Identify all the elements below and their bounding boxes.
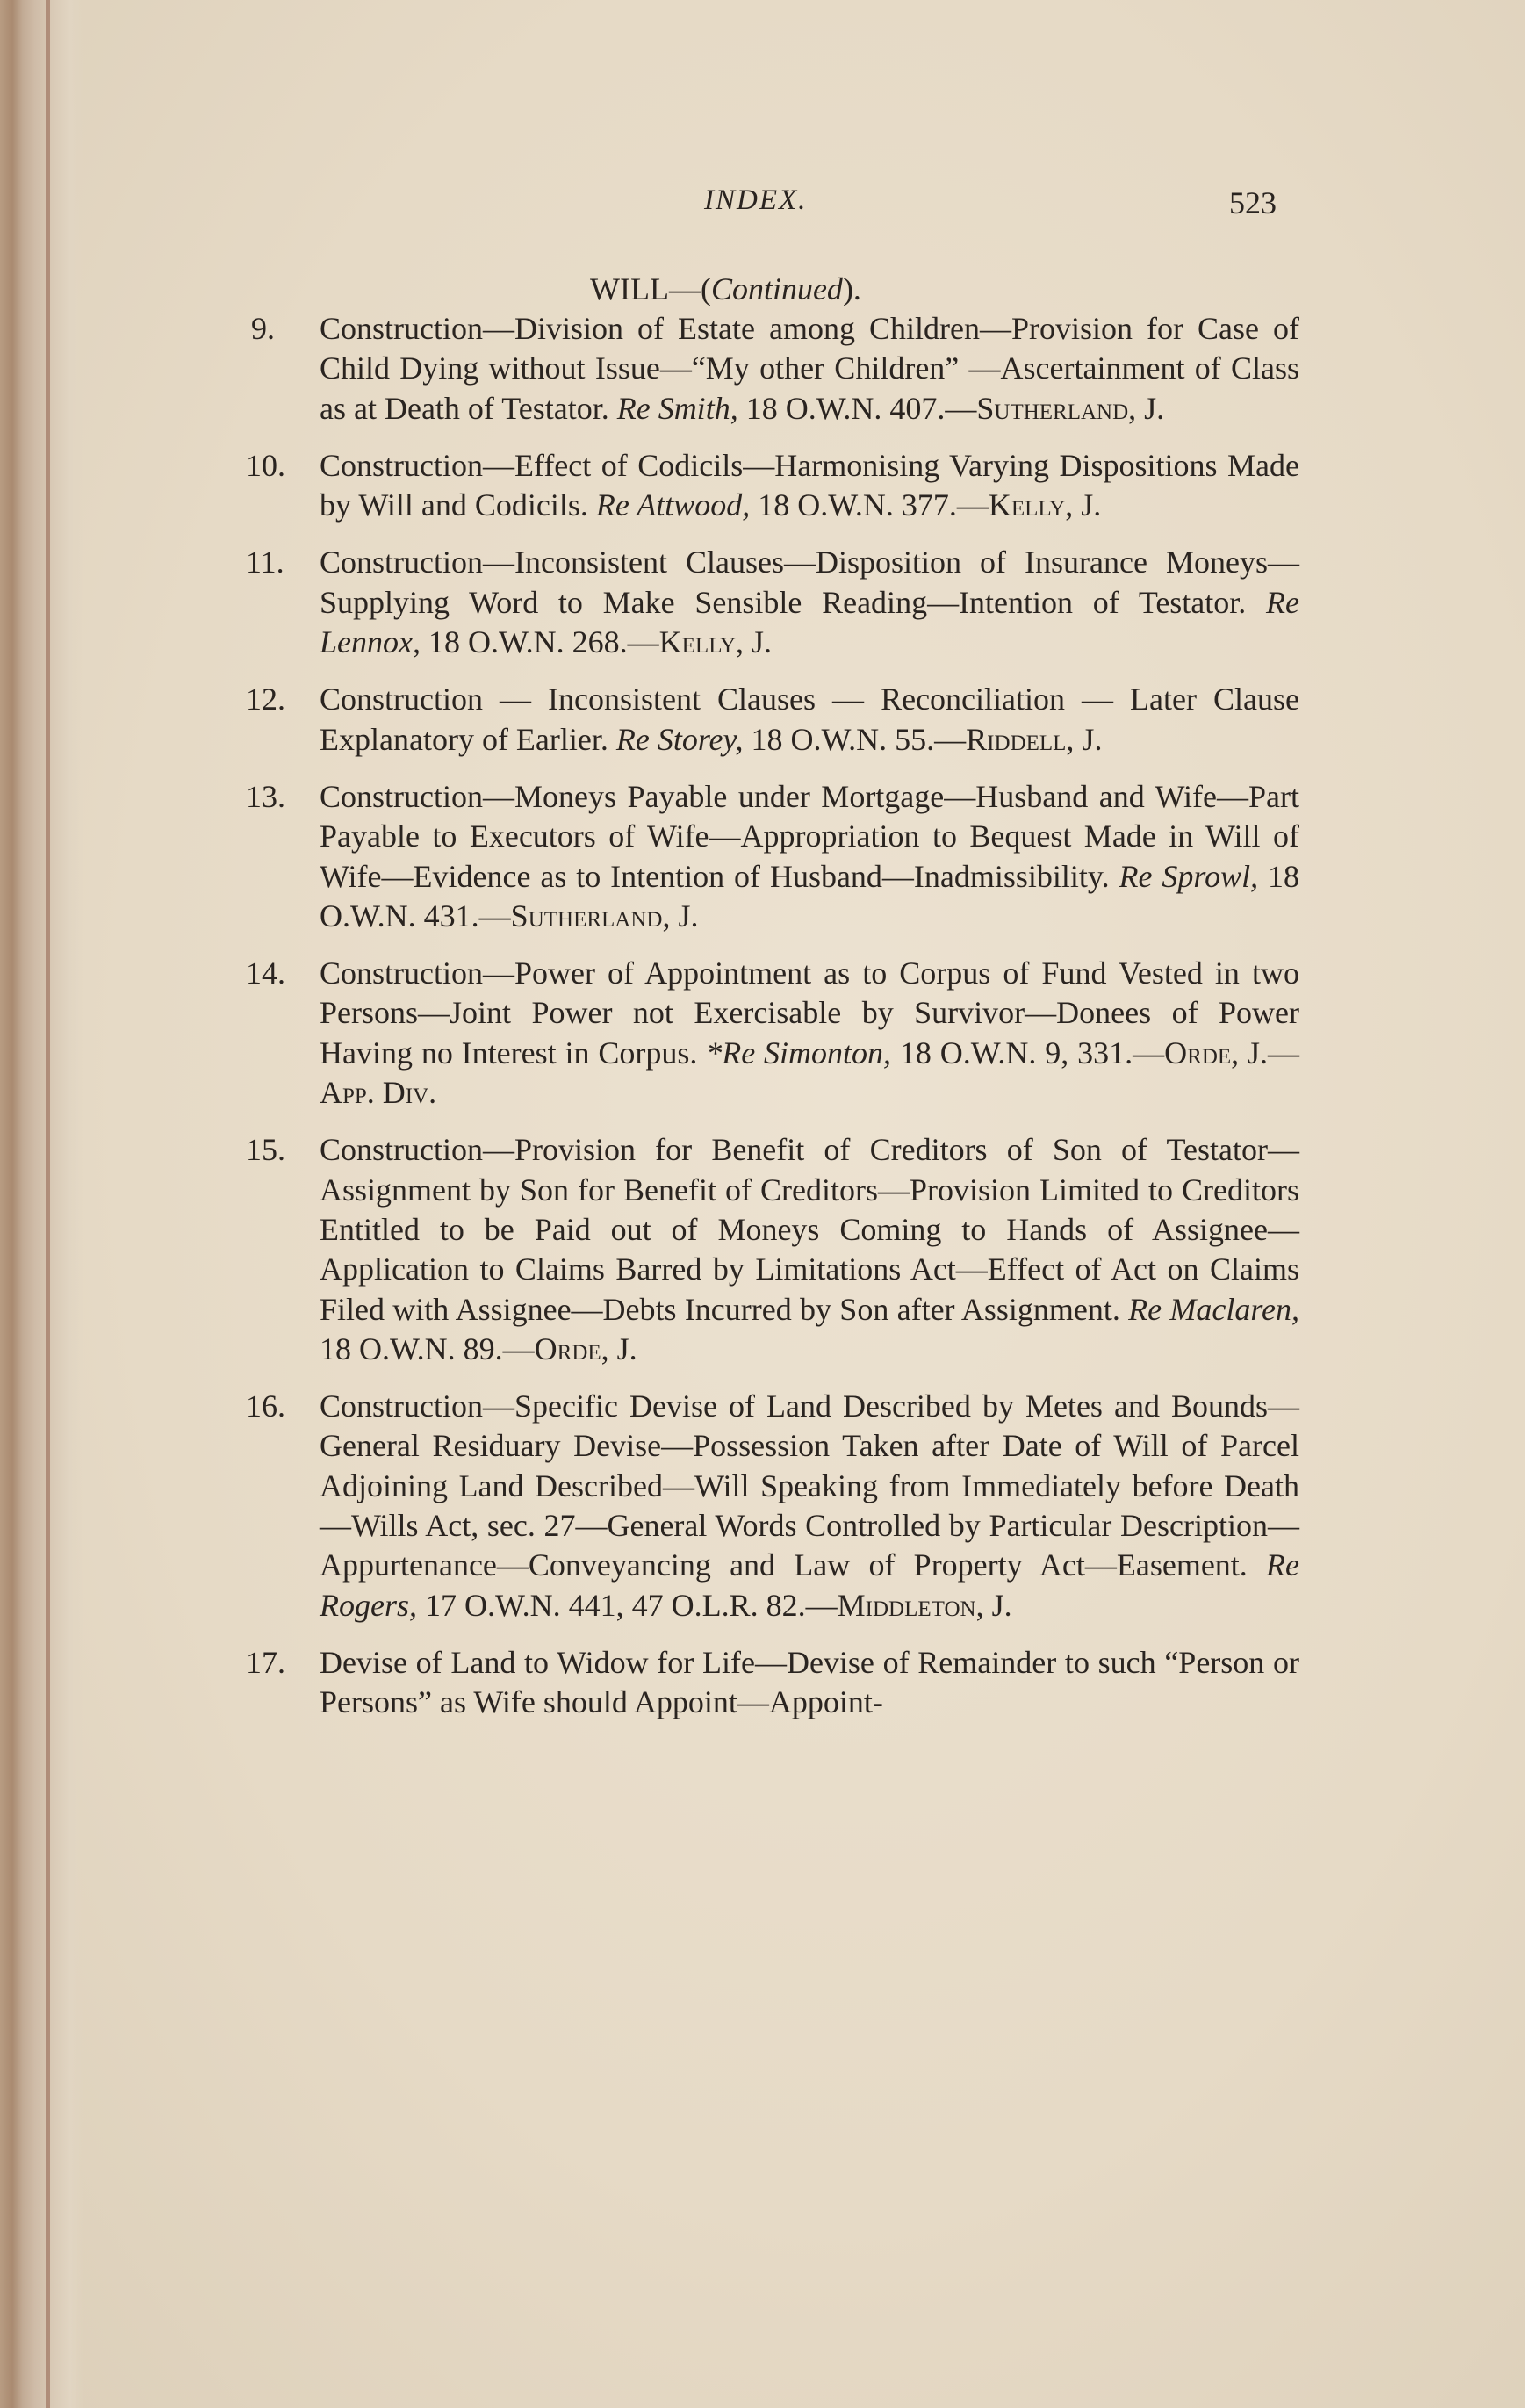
entry-text: Devise of Land to Widow for Life—Devise of Remainder to such “Person or Persons” as Wife should Appoint—Appoint-	[320, 1644, 1299, 1720]
entry-text: Construction — Inconsistent Clauses — Reconciliation — Later Clause Explanatory of Earlier.	[320, 681, 1299, 757]
entry-case-name: Re Maclaren,	[1128, 1291, 1299, 1327]
entry-judge: Orde, J.	[534, 1330, 637, 1366]
section-heading	[590, 270, 861, 307]
entry-number: 17.	[246, 1644, 285, 1680]
entry-case-name: Re Rogers,	[320, 1547, 1300, 1623]
entry-citation: 18 O.W.N. 431.—	[320, 858, 1300, 934]
index-entry	[246, 1130, 1299, 1369]
entry-judge: Riddell, J.	[966, 721, 1103, 757]
entry-judge: Sutherland, J.	[510, 898, 699, 934]
entry-number: 10.	[246, 447, 285, 483]
entry-judge: Sutherland, J.	[976, 390, 1165, 426]
entry-number: 11.	[246, 544, 284, 580]
entry-case-name: Re Attwood,	[595, 487, 751, 523]
binding-edge	[46, 0, 50, 2408]
entry-case-name: *Re Simonton,	[706, 1035, 892, 1071]
entry-number: 14.	[246, 955, 285, 991]
index-entry	[246, 446, 1299, 526]
entry-citation: 17 O.W.N. 441, 47 O.L.R. 82.—	[425, 1587, 838, 1623]
entry-judge: Kelly, J.	[658, 624, 773, 660]
section-heading-label: WILL—(	[590, 271, 711, 306]
index-entry	[246, 1387, 1299, 1626]
entry-judge: Kelly, J.	[988, 487, 1102, 523]
entry-judge: Orde, J.—App. Div.	[320, 1035, 1300, 1111]
entry-case-name: Re Sprowl,	[1119, 858, 1259, 894]
entry-number: 9.	[251, 311, 275, 346]
entry-citation: 18 O.W.N. 377.—	[758, 487, 989, 523]
index-entry	[246, 309, 1299, 429]
entry-text: Construction—Provision for Benefit of Creditors of Son of Testator—Assignment by Son for Benefit of Creditors—Provision Limited to Creditors Entitled to be Paid out of Moneys Coming to Hands of Assignee—Application to Claims Barred by Limitations Act—Effect of Act on Claims Filed with Assignee—Debts Incurred by Son after Assignment.	[320, 1132, 1299, 1327]
entry-case-name: Re Lennox,	[320, 584, 1299, 660]
running-head-title: INDEX.	[704, 184, 808, 216]
entry-text: Construction—Division of Estate among Children—Provision for Case of Child Dying without Issue—“My other Children” —Ascertainment of Class as at Death of Testator.	[320, 311, 1299, 426]
section-heading-end: ).	[842, 271, 861, 306]
index-entry	[246, 680, 1299, 760]
entry-case-name: Re Storey,	[615, 721, 744, 757]
entry-text: Construction—Effect of Codicils—Harmonising Varying Dispositions Made by Will and Codicils.	[320, 447, 1299, 523]
entry-text: Construction—Inconsistent Clauses—Disposition of Insurance Moneys—Supplying Word to Make Sensible Reading—Intention of Testator.	[320, 544, 1299, 620]
entry-text: Construction—Specific Devise of Land Described by Metes and Bounds—General Residuary Devise—Possession Taken after Date of Will of Parcel Adjoining Land Described—Will Speaking from Immediately before Death—Wills Act, sec. 27—General Words Controlled by Particular Description—Appurtenance—Conveyancing and Law of Property Act—Easement.	[320, 1388, 1299, 1583]
entry-case-name: Re Smith,	[616, 390, 738, 426]
entry-number: 16.	[246, 1388, 285, 1424]
index-entries	[246, 309, 1299, 1741]
entry-citation: 18 O.W.N. 9, 331.—	[899, 1035, 1165, 1071]
page-number: 523	[1229, 185, 1277, 220]
entry-number: 15.	[246, 1132, 285, 1168]
entry-judge: Middleton, J.	[837, 1587, 1012, 1623]
index-entry	[246, 1643, 1299, 1723]
page-binding-shadow	[0, 0, 83, 2408]
entry-number: 13.	[246, 778, 285, 814]
entry-number: 12.	[246, 681, 285, 717]
running-head	[0, 184, 1525, 228]
entry-text: Construction—Moneys Payable under Mortgage—Husband and Wife—Part Payable to Executors of Wife—Appropriation to Bequest Made in Will of Wife—Evidence as to Intention of Husband—Inadmissibility.	[320, 778, 1299, 894]
index-entry	[246, 777, 1299, 936]
index-entry	[246, 954, 1299, 1113]
entry-citation: 18 O.W.N. 89.—	[320, 1330, 535, 1366]
entry-citation: 18 O.W.N. 55.—	[751, 721, 967, 757]
entry-citation: 18 O.W.N. 268.—	[428, 624, 659, 660]
entry-text: Construction—Power of Appointment as to Corpus of Fund Vested in two Persons—Joint Power not Exercisable by Survivor—Donees of Power Having no Interest in Corpus.	[320, 955, 1299, 1071]
section-heading-continued: Continued	[710, 271, 843, 306]
index-entry	[246, 543, 1299, 662]
entry-citation: 18 O.W.N. 407.—	[745, 390, 977, 426]
